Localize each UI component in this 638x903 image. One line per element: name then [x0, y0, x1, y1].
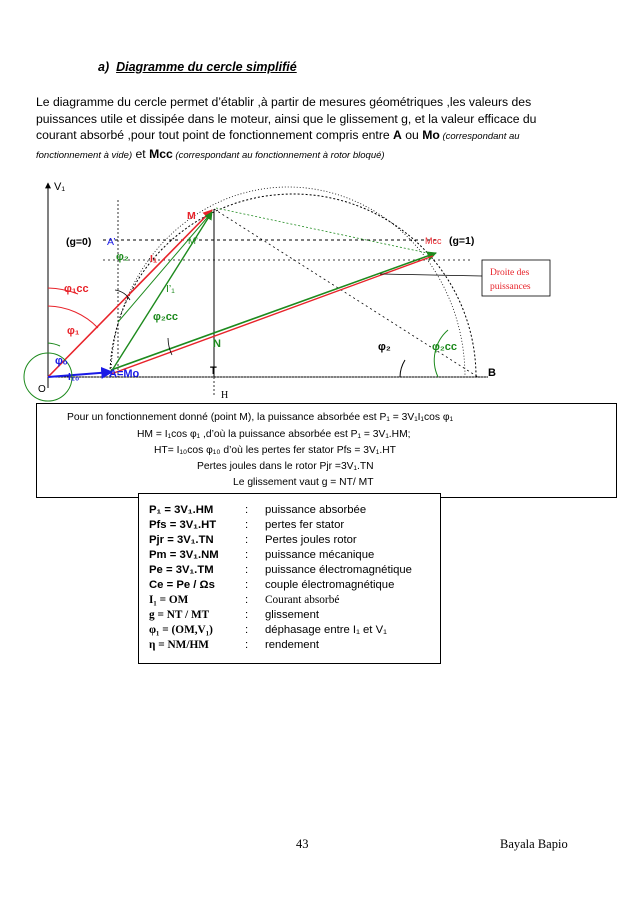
explanation-line-3: HT= I₁₀cos φ₁₀ d’où les pertes fer stator Pfs = 3V₁.HT [154, 445, 396, 456]
label-phi1: φ₁ [67, 325, 80, 337]
formula: Ce = Pe / Ωs [149, 579, 215, 591]
intro-text: courant absorbé ,pour tout point de fonctionnement compris entre [36, 128, 394, 142]
label-phi2cc-mid: φ₂cc [153, 311, 178, 323]
formula: g = NT / MT [149, 609, 210, 621]
explanation-line-2: HM = I₁cos φ₁ ,d’où la puissance absorbée est P₁ = 3V₁.HM; [137, 429, 411, 440]
label-B: B [488, 367, 496, 379]
label-A-Mo: A=Mo [109, 368, 140, 380]
explanation-line-4: Pertes joules dans le rotor Pjr =3V₁.TN [197, 461, 374, 472]
heading-title: Diagramme du cercle simplifié [116, 60, 297, 74]
description: pertes fer stator [265, 519, 345, 531]
intro-line-1: Le diagramme du cercle permet d’établir ,à partir de mesures géométriques ,les valeurs des [36, 95, 532, 109]
description: Pertes joules rotor [265, 534, 357, 546]
label-H: H [221, 390, 229, 401]
inner-circle [111, 187, 465, 377]
arc-phio [48, 343, 60, 346]
formula-table: P₁ = 3V₁.HM : puissance absorbée Pfs = 3V₁.HT : pertes fer stator Pjr = 3V₁.TN : Pertes joules rotor Pm = 3V₁.NM : puissance mécanique Pe = 3V₁.TM : puissance électromagnétique Ce = Pe / Ωs : couple électromagnétique I₁ = OM : Courant absorbé g = NT / MT : glissement φ₁ = (OM,V₁) : déphasage entre I₁ et V₁ η = NM/HM : rendement [138, 493, 441, 664]
description: puissance absorbée [265, 504, 367, 516]
label-M: M [187, 210, 196, 222]
label-O: O [38, 384, 46, 395]
label-phi2cc-right: φ₂cc [432, 341, 457, 353]
label-phi1cc: φ₁cc [64, 283, 89, 295]
heading-number: a) [98, 60, 110, 74]
label-phi2-right: φ₂ [378, 341, 391, 353]
label-I10: I₁₀ [68, 372, 80, 383]
label-I-prime-1: I’₁ [166, 283, 175, 295]
explanation-line-5: Le glissement vaut g = NT/ MT [233, 477, 374, 488]
formula: I₁ = OM [149, 594, 189, 606]
label-T: T [210, 365, 217, 377]
description: rendement [265, 639, 320, 651]
droite-label-1: Droite des [490, 268, 530, 278]
label-phi2-top: φ₂ [116, 251, 129, 263]
line-green-aux [118, 212, 212, 322]
label-N: N [213, 338, 221, 350]
arc-phi2 [400, 360, 405, 377]
intro-Mcc: Mcc [149, 146, 173, 161]
intro-Mo: Mo [422, 128, 440, 142]
label-Mcc: Mcc [425, 236, 442, 246]
label-I1: I₁ [150, 253, 158, 265]
formula: η = NM/HM [149, 639, 209, 651]
description: puissance mécanique [265, 549, 375, 561]
droite-leader [380, 274, 482, 276]
description: puissance électromagnétique [265, 564, 412, 576]
formula: Pe = 3V₁.TM [149, 564, 214, 576]
intro-ou: ou [401, 128, 423, 142]
label-V1: V₁ [54, 181, 66, 193]
label-M-prime: M’ [188, 236, 199, 247]
explanation-line-1: Pour un fonctionnement donné (point M), la puissance absorbée est P₁ = 3V₁I₁cos φ₁ [67, 412, 454, 423]
description: glissement [265, 609, 319, 621]
formula: Pjr = 3V₁.TN [149, 534, 214, 546]
label-phio: φₒ [55, 355, 68, 367]
explanation-box [36, 403, 617, 498]
arc-phi2cc [434, 330, 448, 377]
label-g0: (g=0) [66, 236, 92, 248]
intro-A: A [393, 128, 402, 142]
intro-line-2: puissances utile et dissipée dans le moteur, ainsi que le glissement g, et la valeur efficace du [36, 111, 537, 126]
description: Courant absorbé [265, 594, 340, 606]
formula: Pfs = 3V₁.HT [149, 519, 217, 531]
formula: Pm = 3V₁.NM [149, 549, 219, 561]
intro-note-3: (correspondant au fonctionnement à rotor bloqué) [172, 149, 385, 161]
description: déphasage entre I₁ et V₁ [265, 624, 387, 636]
intro-note: (correspondant au [439, 131, 520, 142]
formula: P₁ = 3V₁.HM [149, 504, 214, 516]
intro-et: et [132, 146, 150, 161]
description: couple électromagnétique [265, 579, 395, 591]
formula: φ₁ = (OM,V₁) [149, 624, 213, 636]
vector-I10 [48, 372, 112, 377]
label-g1: (g=1) [449, 235, 475, 247]
intro-note-2: fonctionnement à vide) [36, 149, 133, 161]
page-number: 43 [296, 837, 309, 851]
label-A-prime: A’ [107, 236, 116, 248]
footer-author: Bayala Bapio [500, 837, 568, 851]
droite-label-2: puissances [490, 282, 531, 292]
